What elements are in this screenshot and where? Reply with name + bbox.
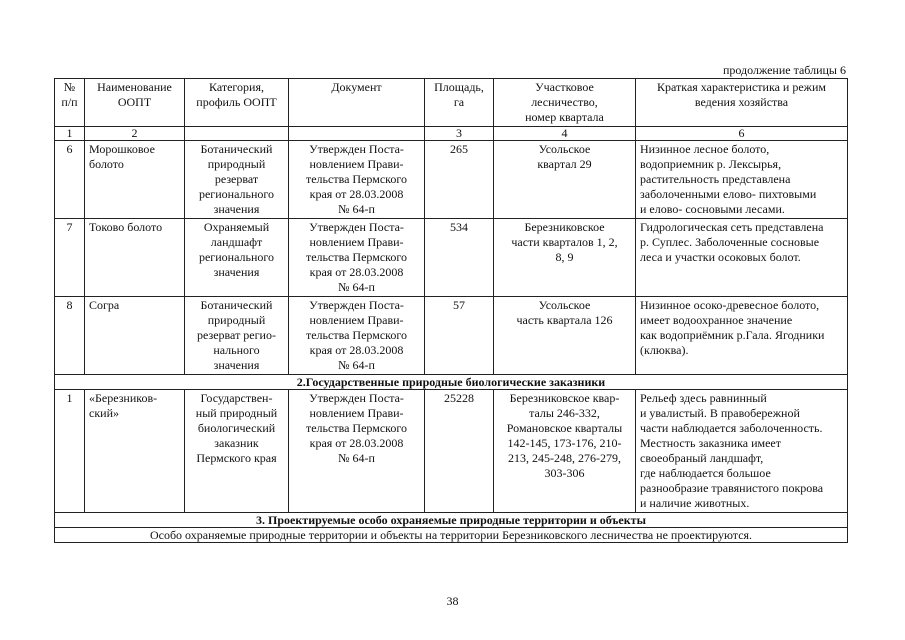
- table-row: [55, 390, 848, 513]
- table-row: [55, 141, 848, 219]
- row-description: Рельеф здесь равнинный и увалистый. В правобережной части наблюдается заболоченность. Местность заказника имеет своеобраный ландшафт, где наблюдается большое разнообразие травянистого покрова и наличие животных.: [636, 390, 848, 513]
- header-num: № п/п: [55, 79, 85, 127]
- row-area: 25228: [425, 390, 494, 513]
- row-document: Утвержден Поста- новлением Прави- тельства Пермского края от 28.03.2008 № 64-п: [289, 141, 425, 219]
- section-heading-row: [55, 375, 848, 390]
- row-description: Низинное лесное болото, водоприемник р. Лексырья, растительность представлена заболоченными елово- пихтовыми и елово- сосновыми лесами.: [636, 141, 848, 219]
- row-category: Ботанический природный резерват регио- нального значения: [185, 297, 289, 375]
- row-num: 7: [55, 219, 85, 297]
- page-number: 38: [446, 594, 459, 608]
- note-row: [55, 528, 848, 543]
- row-area: 265: [425, 141, 494, 219]
- row-category: Охраняемый ландшафт регионального значения: [185, 219, 289, 297]
- header-forestry: Участковое лесничество, номер квартала: [494, 79, 636, 127]
- row-category: Государствен- ный природный биологический заказник Пермского края: [185, 390, 289, 513]
- header-row: [55, 79, 848, 127]
- row-forestry: Березниковское квар- талы 246-332, Романовское кварталы 142-145, 173-176, 210- 213, 245-248, 276-279, 303-306: [494, 390, 636, 513]
- row-name: Согра: [85, 297, 185, 375]
- header-description: Краткая характеристика и режим ведения хозяйства: [636, 79, 848, 127]
- section-heading-row: [55, 513, 848, 528]
- row-forestry: Березниковское части кварталов 1, 2, 8, 9: [494, 219, 636, 297]
- row-description: Гидрологическая сеть представлена р. Суплес. Заболоченные сосновые леса и участки осоковых болот.: [636, 219, 848, 297]
- colnum-category: [185, 127, 289, 141]
- row-document: Утвержден Поста- новлением Прави- тельства Пермского края от 28.03.2008 № 64-п: [289, 390, 425, 513]
- row-document: Утвержден Поста- новлением Прави- тельства Пермского края от 28.03.2008 № 64-п: [289, 297, 425, 375]
- row-num: 6: [55, 141, 85, 219]
- colnum-description: 6: [636, 127, 848, 141]
- row-num: 8: [55, 297, 85, 375]
- colnum-num: 1: [55, 127, 85, 141]
- header-document: Документ: [289, 79, 425, 127]
- section-3-title: 3. Проектируемые особо охраняемые природные территории и объекты: [55, 513, 848, 528]
- colnum-name: 2: [85, 127, 185, 141]
- colnum-document: [289, 127, 425, 141]
- colnum-area: 3: [425, 127, 494, 141]
- row-num: 1: [55, 390, 85, 513]
- header-name: Наименование ООПТ: [85, 79, 185, 127]
- row-forestry: Усольское часть квартала 126: [494, 297, 636, 375]
- row-description: Низинное осоко-древесное болото, имеет водоохранное значение как водоприёмник р.Гала. Ягодники (клюква).: [636, 297, 848, 375]
- row-name: «Березников- ский»: [85, 390, 185, 513]
- row-name: Морошковое болото: [85, 141, 185, 219]
- section-3-note: Особо охраняемые природные территории и объекты на территории Березниковского лесничества не проектируются.: [55, 528, 848, 543]
- row-category: Ботанический природный резерват регионального значения: [185, 141, 289, 219]
- colnum-forestry: 4: [494, 127, 636, 141]
- row-name: Токово болото: [85, 219, 185, 297]
- table-row: [55, 297, 848, 375]
- section-2-title: 2.Государственные природные биологические заказники: [55, 375, 848, 390]
- row-document: Утвержден Поста- новлением Прави- тельства Пермского края от 28.03.2008 № 64-п: [289, 219, 425, 297]
- header-category: Категория, профиль ООПТ: [185, 79, 289, 127]
- continuation-label: продолжение таблицы 6: [722, 63, 846, 77]
- table-row: [55, 219, 848, 297]
- row-forestry: Усольское квартал 29: [494, 141, 636, 219]
- oopt-table: [54, 78, 848, 543]
- column-number-row: [55, 127, 848, 141]
- row-area: 57: [425, 297, 494, 375]
- row-area: 534: [425, 219, 494, 297]
- header-area: Площадь, га: [425, 79, 494, 127]
